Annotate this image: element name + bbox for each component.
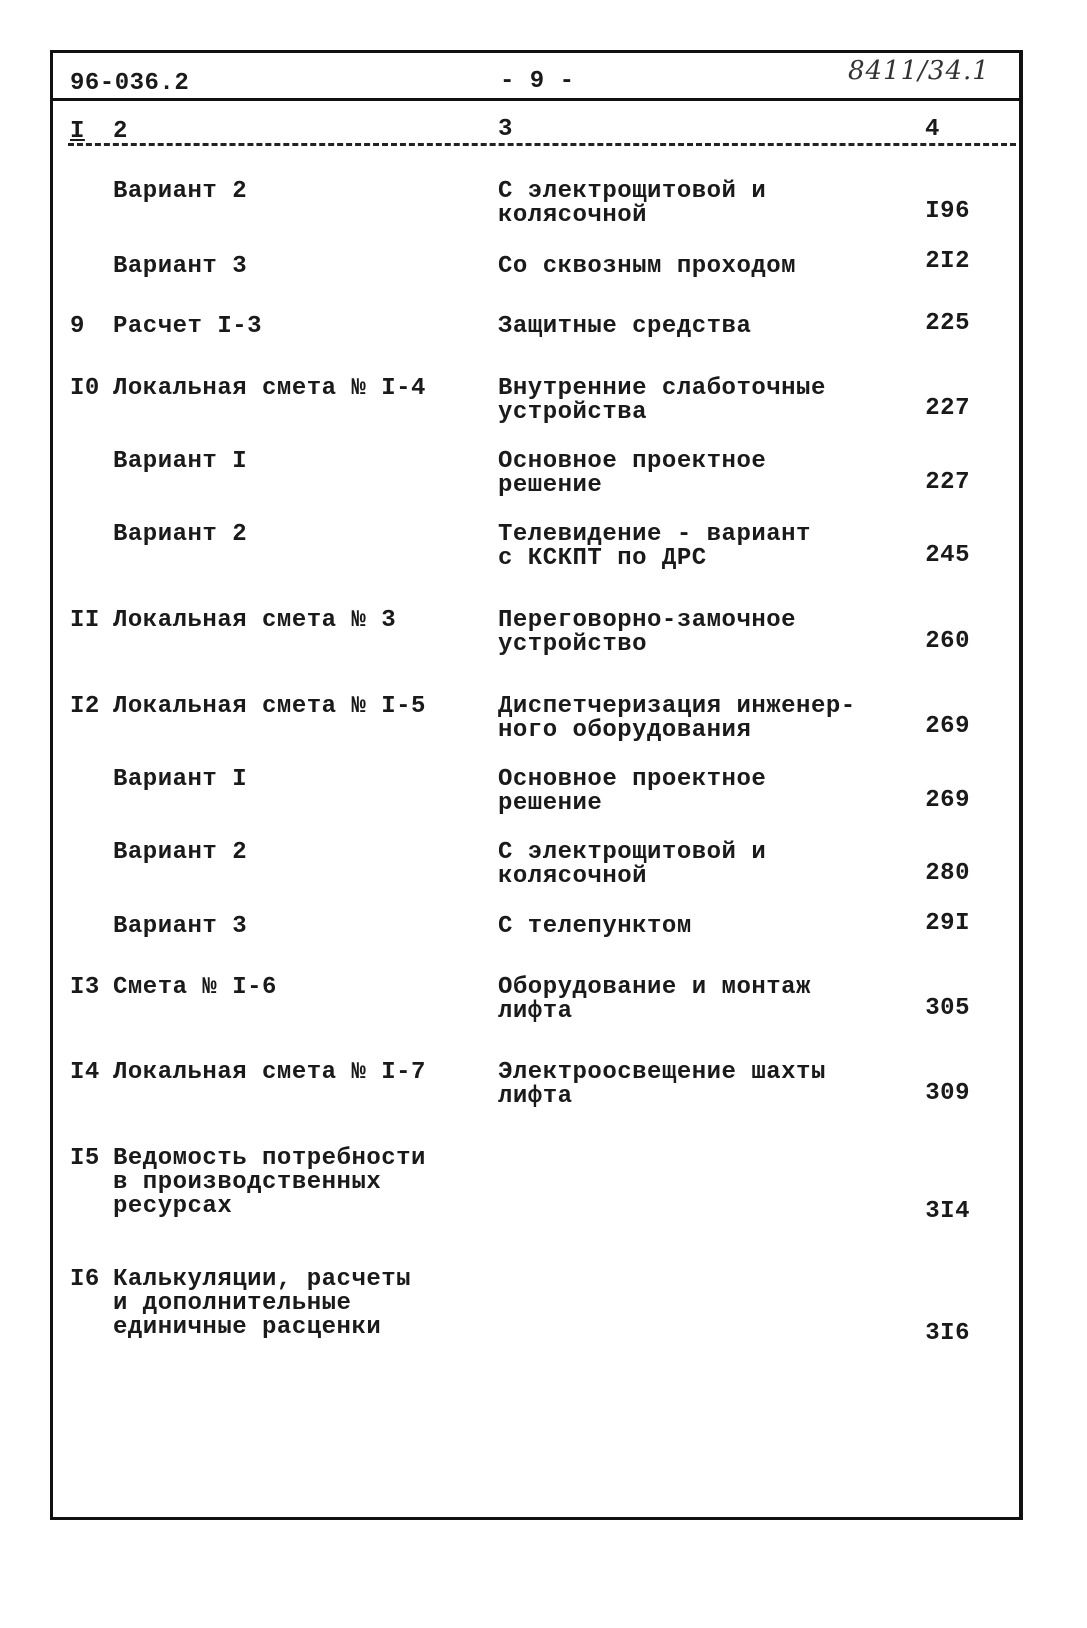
row-description: устройство [498, 631, 648, 658]
row-description: решение [498, 472, 603, 499]
row-title: Вариант 2 [113, 839, 248, 866]
row-page-number: 3I4 [925, 1198, 970, 1225]
row-title: Вариант 3 [113, 253, 248, 280]
row-description: колясочной [498, 202, 648, 229]
row-title: Вариант I [113, 448, 248, 475]
row-description: Диспетчеризация инженер- [498, 693, 856, 720]
row-description: с КСКПТ по ДРС [498, 545, 707, 572]
row-page-number: 280 [925, 860, 970, 887]
row-title: Вариант 3 [113, 913, 248, 940]
column-header-1: I [70, 118, 85, 145]
row-description: Переговорно-замочное [498, 607, 797, 634]
row-page-number: 269 [925, 787, 970, 814]
row-description: решение [498, 790, 603, 817]
column-header-4: 4 [925, 116, 940, 143]
row-description: С электрощитовой и [498, 839, 767, 866]
row-number: I0 [70, 375, 100, 402]
row-title: Смета № I-6 [113, 974, 277, 1001]
row-description: Оборудование и монтаж [498, 974, 811, 1001]
row-number: II [70, 607, 100, 634]
row-page-number: 305 [925, 995, 970, 1022]
row-title: Локальная смета № I-5 [113, 693, 426, 720]
row-title: единичные расценки [113, 1314, 382, 1341]
row-number: 9 [70, 313, 85, 340]
row-description: Защитные средства [498, 313, 752, 340]
row-description: Основное проектное [498, 448, 767, 475]
row-description: С электрощитовой и [498, 178, 767, 205]
row-number: I4 [70, 1059, 100, 1086]
row-title: ресурсах [113, 1193, 233, 1220]
row-description: колясочной [498, 863, 648, 890]
row-title: Вариант 2 [113, 178, 248, 205]
row-page-number: I96 [925, 198, 970, 225]
column-header-divider [68, 143, 1016, 146]
row-title: Расчет I-3 [113, 313, 263, 340]
handwritten-inventory-number: 8411/34.1 [848, 56, 990, 86]
row-title: и дополнительные [113, 1290, 352, 1317]
row-page-number: 227 [925, 395, 970, 422]
row-page-number: 309 [925, 1080, 970, 1107]
row-description: С телепунктом [498, 913, 692, 940]
row-title: Локальная смета № 3 [113, 607, 397, 634]
page-number: - 9 - [500, 68, 575, 95]
row-description: Электроосвещение шахты [498, 1059, 826, 1086]
row-page-number: 269 [925, 713, 970, 740]
row-page-number: 3I6 [925, 1320, 970, 1347]
row-title: в производственных [113, 1169, 382, 1196]
row-page-number: 260 [925, 628, 970, 655]
row-description: Со сквозным проходом [498, 253, 797, 280]
row-number: I3 [70, 974, 100, 1001]
row-page-number: 2I2 [925, 248, 970, 275]
row-title: Ведомость потребности [113, 1145, 426, 1172]
header-divider [50, 98, 1020, 101]
row-description: Внутренние слаботочные [498, 375, 826, 402]
document-code: 96-036.2 [70, 70, 190, 97]
row-description: Основное проектное [498, 766, 767, 793]
row-number: I5 [70, 1145, 100, 1172]
row-title: Вариант 2 [113, 521, 248, 548]
row-description: лифта [498, 998, 573, 1025]
row-title: Локальная смета № I-4 [113, 375, 426, 402]
row-page-number: 225 [925, 310, 970, 337]
row-description: ного оборудования [498, 717, 752, 744]
row-page-number: 245 [925, 542, 970, 569]
row-description: устройства [498, 399, 648, 426]
row-description: лифта [498, 1083, 573, 1110]
row-number: I6 [70, 1266, 100, 1293]
row-page-number: 29I [925, 910, 970, 937]
row-title: Локальная смета № I-7 [113, 1059, 426, 1086]
row-title: Вариант I [113, 766, 248, 793]
row-page-number: 227 [925, 469, 970, 496]
row-title: Калькуляции, расчеты [113, 1266, 412, 1293]
row-number: I2 [70, 693, 100, 720]
column-header-3: 3 [498, 116, 513, 143]
column-header-2: 2 [113, 118, 128, 145]
row-description: Телевидение - вариант [498, 521, 811, 548]
